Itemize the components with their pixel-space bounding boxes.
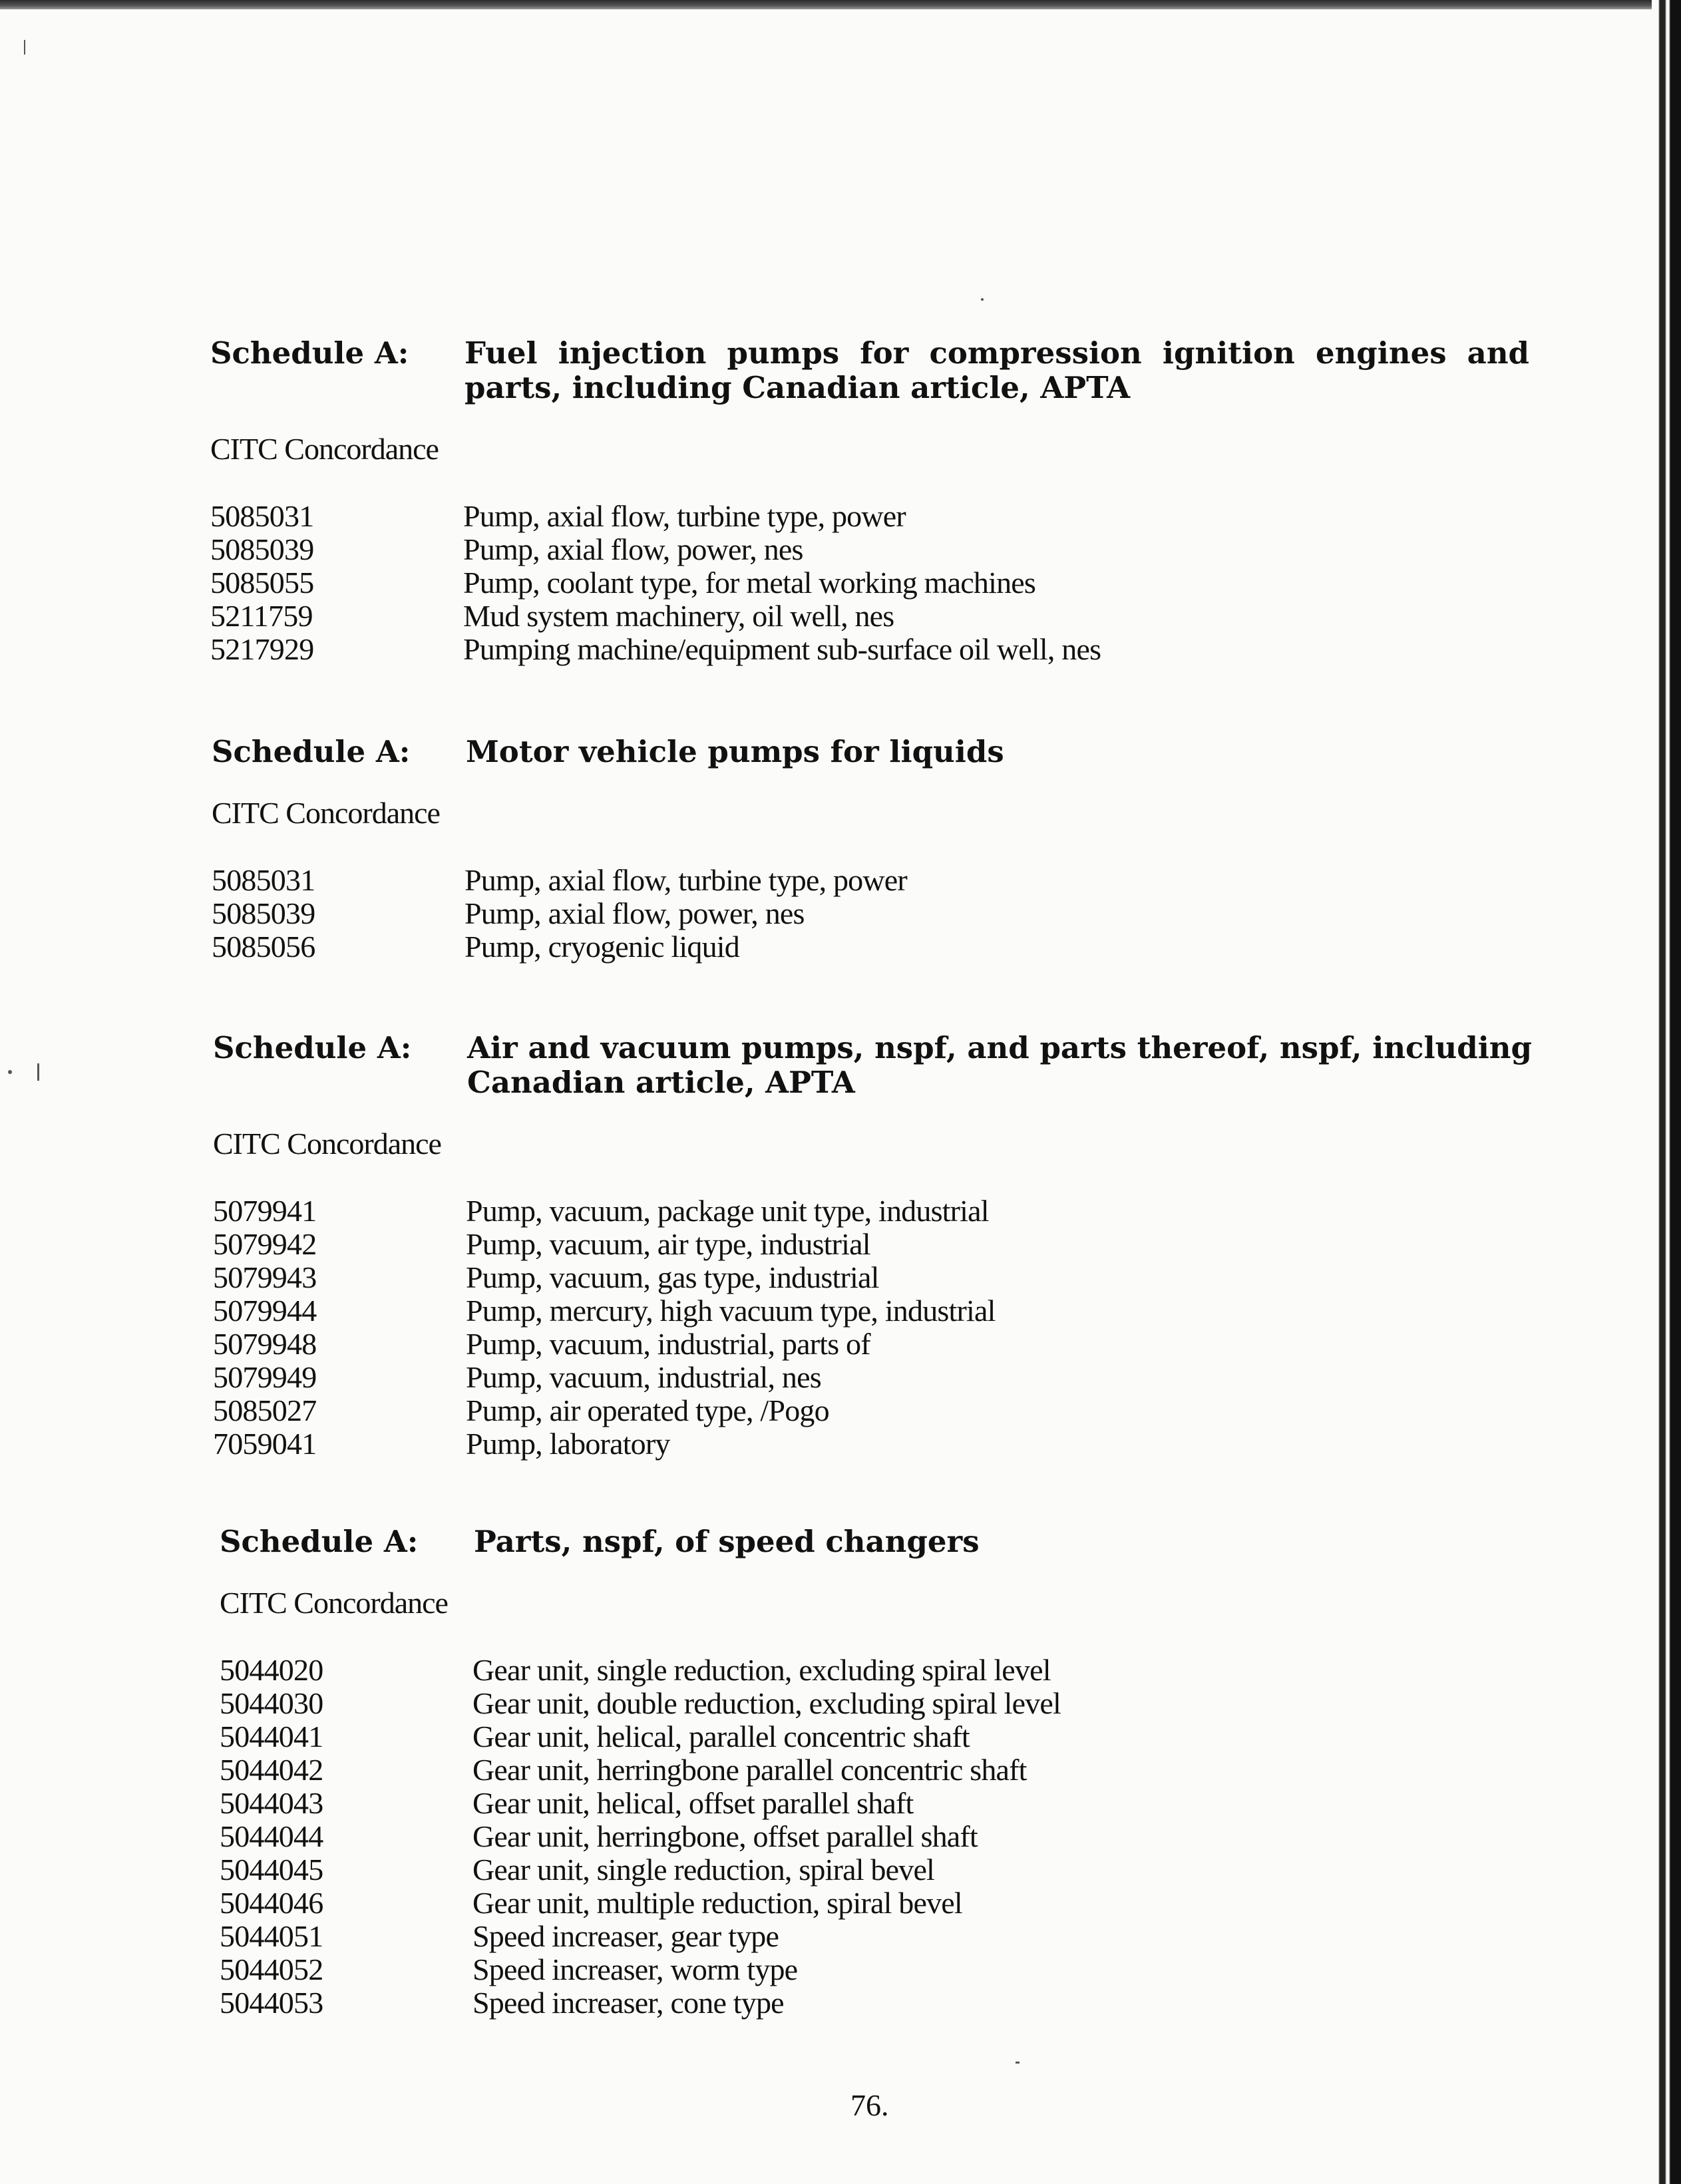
list-item bbox=[210, 500, 1529, 533]
schedule-section-fuel-injection bbox=[210, 336, 1529, 666]
schedule-heading bbox=[213, 1031, 1532, 1100]
concordance-list bbox=[210, 500, 1529, 666]
item-description: Pump, coolant type, for metal working machines bbox=[463, 566, 1035, 600]
concordance-list bbox=[212, 864, 1531, 964]
list-item bbox=[220, 1687, 1539, 1720]
page-number: 76. bbox=[850, 2088, 889, 2122]
list-item bbox=[213, 1328, 1532, 1361]
citc-code: 5085055 bbox=[210, 566, 314, 600]
citc-code: 5044030 bbox=[220, 1686, 323, 1720]
list-item bbox=[213, 1427, 1532, 1461]
citc-code: 5044053 bbox=[220, 1986, 323, 2020]
item-description: Pump, axial flow, power, nes bbox=[463, 532, 803, 566]
scan-right-border bbox=[1652, 0, 1681, 2184]
citc-code: 5044042 bbox=[220, 1753, 323, 1787]
schedule-label: Schedule A: bbox=[210, 335, 409, 371]
list-item bbox=[212, 897, 1531, 930]
citc-code: 5044044 bbox=[220, 1819, 323, 1853]
item-description: Gear unit, single reduction, excluding spiral level bbox=[472, 1653, 1051, 1687]
list-item bbox=[210, 633, 1529, 666]
scan-speck bbox=[981, 298, 984, 301]
list-item bbox=[213, 1228, 1532, 1261]
citc-code: 7059041 bbox=[213, 1427, 317, 1461]
schedule-section-speed-changers bbox=[220, 1525, 1539, 2020]
list-item bbox=[210, 533, 1529, 566]
citc-code: 5044046 bbox=[220, 1886, 323, 1920]
item-description: Pump, laboratory bbox=[466, 1427, 670, 1461]
citc-code: 5044041 bbox=[220, 1720, 323, 1753]
list-item bbox=[220, 1787, 1539, 1820]
list-item bbox=[213, 1261, 1532, 1294]
item-description: Gear unit, multiple reduction, spiral bevel bbox=[472, 1886, 962, 1920]
item-description: Mud system machinery, oil well, nes bbox=[463, 599, 894, 633]
citc-code: 5217929 bbox=[210, 632, 314, 666]
list-item bbox=[210, 566, 1529, 600]
concordance-heading: CITC Concordance bbox=[213, 1127, 441, 1161]
item-description: Pump, vacuum, industrial, nes bbox=[466, 1360, 821, 1394]
citc-code: 5079942 bbox=[213, 1227, 317, 1261]
concordance-heading: CITC Concordance bbox=[210, 432, 439, 466]
citc-code: 5044045 bbox=[220, 1853, 323, 1887]
citc-code: 5044051 bbox=[220, 1919, 323, 1953]
item-description: Gear unit, double reduction, excluding spiral level bbox=[472, 1686, 1061, 1720]
schedule-label: Schedule A: bbox=[212, 734, 411, 769]
list-item bbox=[213, 1294, 1532, 1328]
list-item bbox=[220, 1654, 1539, 1687]
list-item bbox=[213, 1361, 1532, 1394]
citc-code: 5079944 bbox=[213, 1294, 317, 1328]
item-description: Pump, air operated type, /Pogo bbox=[466, 1393, 829, 1427]
citc-code: 5085031 bbox=[210, 499, 314, 533]
concordance-heading: CITC Concordance bbox=[220, 1586, 448, 1620]
item-description: Pump, vacuum, air type, industrial bbox=[466, 1227, 870, 1261]
item-description: Pump, axial flow, turbine type, power bbox=[465, 863, 907, 897]
item-description: Pump, vacuum, gas type, industrial bbox=[466, 1260, 879, 1294]
list-item bbox=[212, 930, 1531, 964]
list-item bbox=[220, 1887, 1539, 1920]
scan-speck bbox=[8, 1070, 12, 1074]
list-item bbox=[220, 1853, 1539, 1887]
citc-code: 5044020 bbox=[220, 1653, 323, 1687]
item-description: Pump, axial flow, turbine type, power bbox=[463, 499, 906, 533]
item-description: Speed increaser, gear type bbox=[472, 1919, 779, 1953]
citc-code: 5085031 bbox=[212, 863, 315, 897]
citc-code: 5085039 bbox=[212, 896, 315, 930]
schedule-section-air-vacuum-pumps bbox=[213, 1031, 1532, 1461]
item-description: Gear unit, herringbone, offset parallel shaft bbox=[472, 1819, 978, 1853]
scan-speck bbox=[1016, 2062, 1020, 2064]
list-item bbox=[212, 864, 1531, 897]
list-item bbox=[220, 1920, 1539, 1953]
scan-speck bbox=[37, 1063, 39, 1081]
citc-code: 5079943 bbox=[213, 1260, 317, 1294]
list-item bbox=[220, 1753, 1539, 1787]
item-description: Pump, mercury, high vacuum type, industrial bbox=[466, 1294, 996, 1328]
citc-code: 5085039 bbox=[210, 532, 314, 566]
item-description: Gear unit, single reduction, spiral bevel bbox=[472, 1853, 935, 1887]
item-description: Pump, cryogenic liquid bbox=[465, 930, 739, 964]
item-description: Gear unit, helical, offset parallel shaft bbox=[472, 1786, 914, 1820]
citc-code: 5079941 bbox=[213, 1194, 317, 1228]
list-item bbox=[220, 1720, 1539, 1753]
schedule-title: Parts, nspf, of speed changers bbox=[474, 1524, 980, 1559]
schedule-title: Motor vehicle pumps for liquids bbox=[466, 734, 1004, 769]
item-description: Speed increaser, cone type bbox=[472, 1986, 784, 2020]
item-description: Pumping machine/equipment sub-surface oil well, nes bbox=[463, 632, 1101, 666]
schedule-heading bbox=[220, 1525, 1539, 1559]
schedule-label: Schedule A: bbox=[220, 1524, 419, 1559]
item-description: Pump, vacuum, package unit type, industrial bbox=[466, 1194, 989, 1228]
citc-code: 5044052 bbox=[220, 1952, 323, 1986]
schedule-title: Air and vacuum pumps, nspf, and parts thereof, nspf, including Canadian article, APTA bbox=[467, 1030, 1532, 1100]
scan-speck bbox=[24, 40, 25, 55]
concordance-list bbox=[213, 1194, 1532, 1461]
schedule-heading bbox=[212, 735, 1531, 769]
citc-code: 5085056 bbox=[212, 930, 315, 964]
list-item bbox=[220, 1986, 1539, 2020]
schedule-title: Fuel injection pumps for compression ignition engines and parts, including Canadian article, APTA bbox=[465, 335, 1529, 405]
list-item bbox=[220, 1820, 1539, 1853]
scan-top-border bbox=[0, 0, 1681, 9]
item-description: Speed increaser, worm type bbox=[472, 1952, 798, 1986]
concordance-heading: CITC Concordance bbox=[212, 796, 440, 830]
list-item bbox=[210, 600, 1529, 633]
schedule-heading bbox=[210, 336, 1529, 405]
item-description: Pump, axial flow, power, nes bbox=[465, 896, 805, 930]
concordance-list bbox=[220, 1654, 1539, 2020]
schedule-label: Schedule A: bbox=[213, 1030, 412, 1065]
item-description: Gear unit, herringbone parallel concentric shaft bbox=[472, 1753, 1027, 1787]
citc-code: 5079948 bbox=[213, 1327, 317, 1361]
citc-code: 5044043 bbox=[220, 1786, 323, 1820]
item-description: Pump, vacuum, industrial, parts of bbox=[466, 1327, 870, 1361]
schedule-section-motor-vehicle-pumps bbox=[212, 735, 1531, 964]
list-item bbox=[213, 1394, 1532, 1427]
citc-code: 5085027 bbox=[213, 1393, 317, 1427]
citc-code: 5211759 bbox=[210, 599, 313, 633]
list-item bbox=[213, 1194, 1532, 1228]
list-item bbox=[220, 1953, 1539, 1986]
item-description: Gear unit, helical, parallel concentric shaft bbox=[472, 1720, 970, 1753]
citc-code: 5079949 bbox=[213, 1360, 317, 1394]
